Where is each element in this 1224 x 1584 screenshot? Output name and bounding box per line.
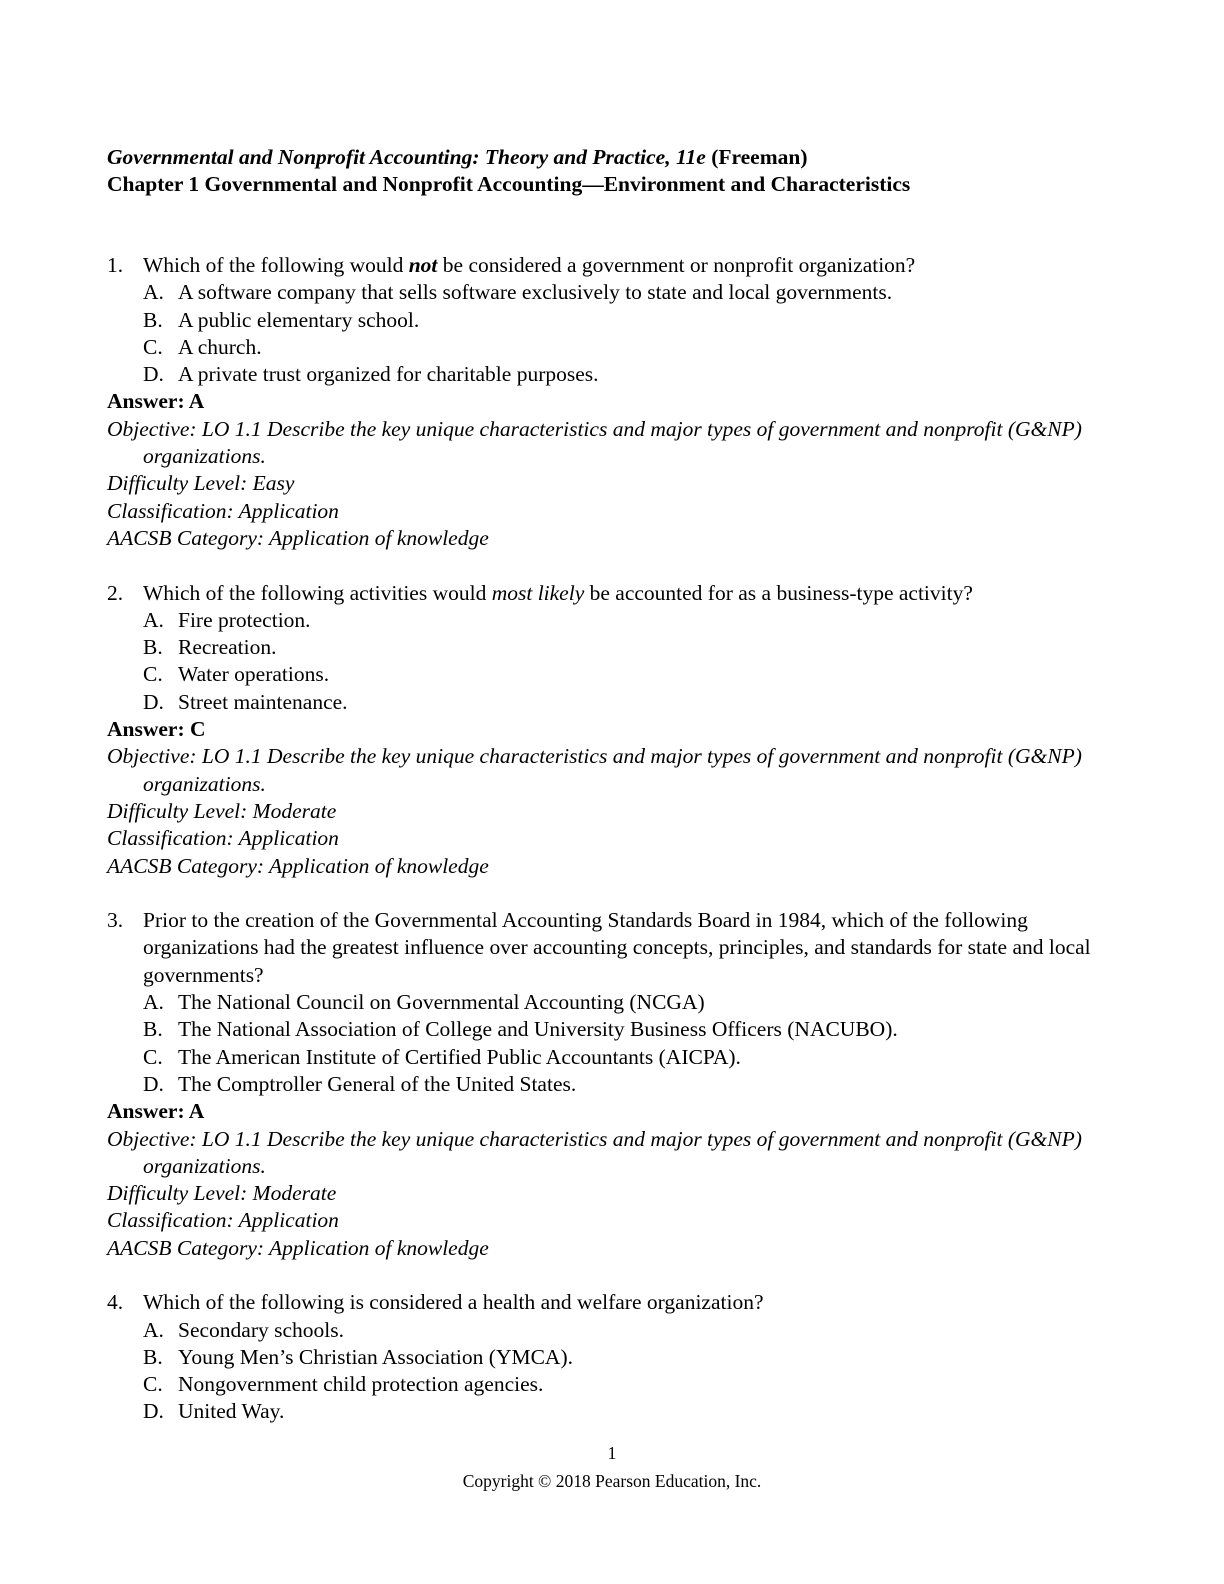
question-stem xyxy=(107,1289,1117,1316)
classification-line: Classification: Application xyxy=(107,498,339,523)
choice-letter: B. xyxy=(143,1344,163,1369)
answer-choice xyxy=(107,1044,1117,1071)
choice-letter: A. xyxy=(143,607,164,632)
choice-text: Street maintenance. xyxy=(178,689,348,714)
choice-text: A church. xyxy=(178,334,262,359)
answer-choice xyxy=(107,279,1117,306)
choice-letter: B. xyxy=(143,1017,163,1042)
question-stem xyxy=(107,907,1117,989)
choice-text: Water operations. xyxy=(178,662,330,687)
question-item xyxy=(107,252,1117,552)
answer-choice xyxy=(107,361,1117,388)
classification-line: Classification: Application xyxy=(107,1208,339,1233)
answer-choice xyxy=(107,1016,1117,1043)
choice-text: A public elementary school. xyxy=(178,307,420,332)
answer-choice xyxy=(107,661,1117,688)
question-item xyxy=(107,1289,1117,1425)
objective-line: Objective: LO 1.1 Describe the key unique characteristics and major types of government and nonprofit (G&NP) organizations. xyxy=(107,1126,1082,1178)
choice-text: The American Institute of Certified Public Accountants (AICPA). xyxy=(178,1044,741,1069)
difficulty-level: Difficulty Level: Moderate xyxy=(107,1181,337,1206)
document-header xyxy=(107,144,910,198)
question-number: 3. xyxy=(107,908,124,933)
answer-key: Answer: A xyxy=(107,389,205,414)
answer-key: Answer: A xyxy=(107,1099,205,1124)
question-text: Which of the following would xyxy=(143,253,409,277)
book-author: (Freeman) xyxy=(711,145,808,169)
answer-key: Answer: C xyxy=(107,717,206,742)
choice-letter: D. xyxy=(143,1071,164,1096)
answer-choice xyxy=(107,634,1117,661)
choice-text: A private trust organized for charitable purposes. xyxy=(178,362,599,387)
choice-text: Nongovernment child protection agencies. xyxy=(178,1372,544,1397)
choice-letter: A. xyxy=(143,1317,164,1342)
choice-letter: C. xyxy=(143,662,163,687)
question-item xyxy=(107,580,1117,880)
answer-choice xyxy=(107,1398,1117,1425)
choice-letter: C. xyxy=(143,1044,163,1069)
answer-choice xyxy=(107,307,1117,334)
question-emphasis: most likely xyxy=(491,580,585,605)
aacsb-category: AACSB Category: Application of knowledge xyxy=(107,853,489,878)
choice-text: Fire protection. xyxy=(178,607,311,632)
answer-choice xyxy=(107,607,1117,634)
question-text-end: be considered a government or nonprofit organization? xyxy=(437,253,916,277)
choice-letter: B. xyxy=(143,307,163,332)
choice-letter: D. xyxy=(143,362,164,387)
answer-choice xyxy=(107,1071,1117,1098)
question-list xyxy=(107,252,1117,1453)
difficulty-level: Difficulty Level: Moderate xyxy=(107,798,337,823)
difficulty-level: Difficulty Level: Easy xyxy=(107,471,295,496)
choice-letter: A. xyxy=(143,990,164,1015)
choice-text: The National Council on Governmental Accounting (NCGA) xyxy=(178,990,705,1015)
page-number: 1 xyxy=(607,1443,617,1463)
question-item xyxy=(107,907,1117,1262)
question-text: Which of the following activities would xyxy=(143,580,492,605)
choice-text: A software company that sells software exclusively to state and local governments. xyxy=(178,280,893,305)
question-number: 4. xyxy=(107,1290,124,1315)
question-stem xyxy=(107,252,1117,279)
question-stem xyxy=(107,580,1117,607)
choice-letter: B. xyxy=(143,635,163,660)
choice-letter: A. xyxy=(143,280,164,305)
answer-choice xyxy=(107,689,1117,716)
choice-letter: D. xyxy=(143,689,164,714)
answer-choice xyxy=(107,1344,1117,1371)
aacsb-category: AACSB Category: Application of knowledge xyxy=(107,1235,489,1260)
answer-choice xyxy=(107,334,1117,361)
copyright-notice: Copyright © 2018 Pearson Education, Inc. xyxy=(462,1471,762,1491)
choice-text: Recreation. xyxy=(178,635,277,660)
book-title: Governmental and Nonprofit Accounting: Theory and Practice, 11e xyxy=(107,145,706,169)
answer-choice xyxy=(107,989,1117,1016)
choice-text: The Comptroller General of the United States. xyxy=(178,1071,577,1096)
answer-choice xyxy=(107,1317,1117,1344)
choice-letter: C. xyxy=(143,334,163,359)
chapter-title: Chapter 1 Governmental and Nonprofit Accounting—Environment and Characteristics xyxy=(107,172,911,196)
choice-text: The National Association of College and University Business Officers (NACUBO). xyxy=(178,1017,898,1042)
question-text-end: be accounted for as a business-type activity? xyxy=(584,580,973,605)
choice-letter: D. xyxy=(143,1399,164,1424)
aacsb-category: AACSB Category: Application of knowledge xyxy=(107,525,489,550)
objective-line: Objective: LO 1.1 Describe the key unique characteristics and major types of government and nonprofit (G&NP) organizations. xyxy=(107,744,1082,796)
classification-line: Classification: Application xyxy=(107,826,339,851)
choice-letter: C. xyxy=(143,1372,163,1397)
question-number: 2. xyxy=(107,580,124,605)
book-title-line xyxy=(107,144,910,171)
question-text: Which of the following is considered a health and welfare organization? xyxy=(143,1290,764,1315)
question-text: Prior to the creation of the Governmental Accounting Standards Board in 1984, which of the following organizations had the greatest influence over accounting concepts, principles, and standards for state and local governments? xyxy=(143,908,1091,987)
answer-choice xyxy=(107,1371,1117,1398)
choice-text: Young Men’s Christian Association (YMCA). xyxy=(178,1344,573,1369)
objective-line: Objective: LO 1.1 Describe the key unique characteristics and major types of government and nonprofit (G&NP) organizations. xyxy=(107,416,1082,469)
question-emphasis: not xyxy=(408,253,438,277)
choice-text: United Way. xyxy=(178,1399,285,1424)
question-number: 1. xyxy=(107,253,124,277)
choice-text: Secondary schools. xyxy=(178,1317,344,1342)
